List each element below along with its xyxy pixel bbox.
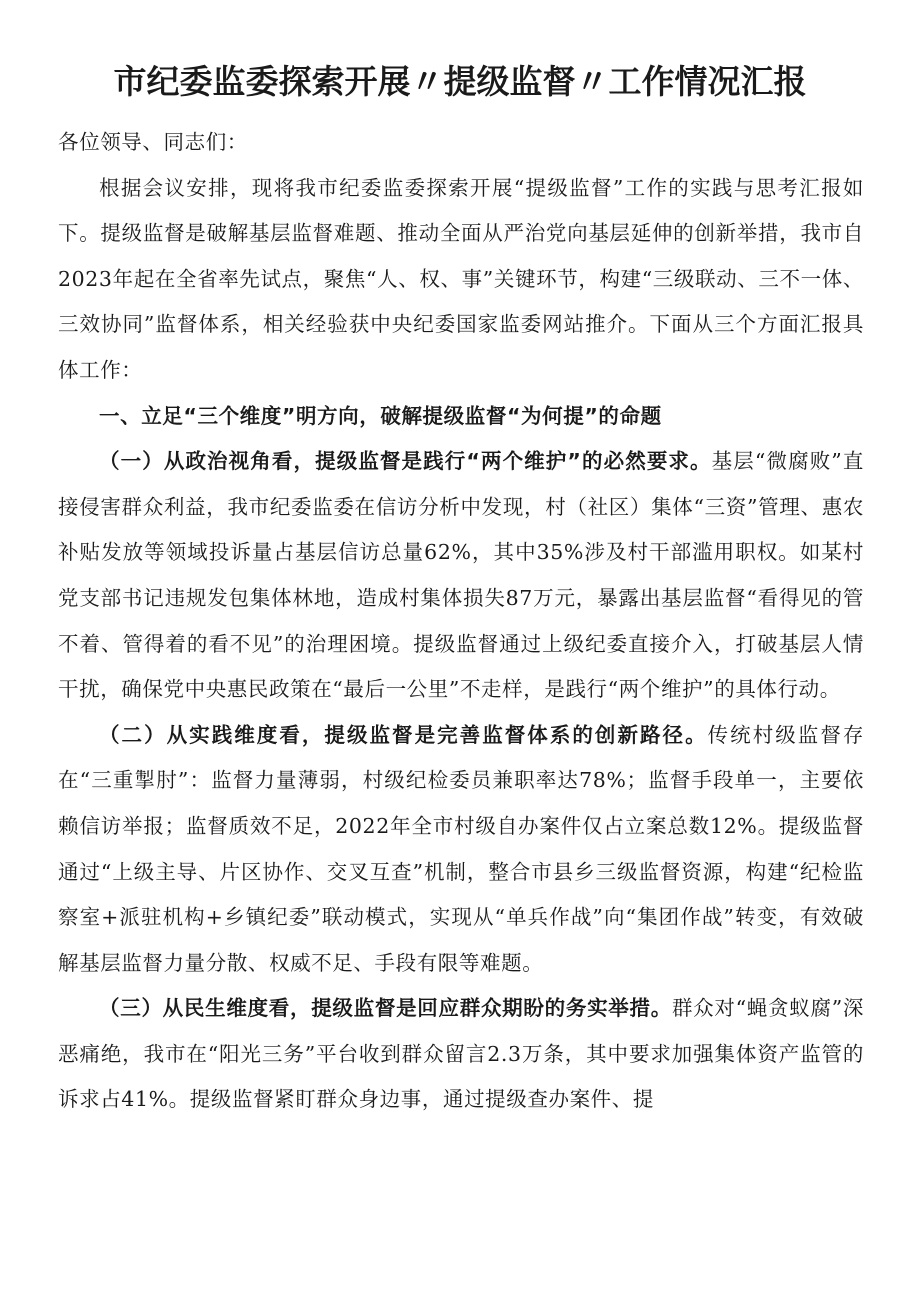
document-title: 市纪委监委探索开展〃提级监督〃工作情况汇报 bbox=[113, 62, 807, 101]
paragraph-3-body: 群众对“蝇贪蚁腐”深恶痛绝，我市在“阳光三务”平台收到群众留言2.3万条，其中要求加强集体资产监管的诉求占41%。提级监督紧盯群众身边事，通过提级查办案件、提 bbox=[58, 996, 864, 1112]
section-heading-1: 一、立足“三个维度”明方向，破解提级监督“为何提”的命题 bbox=[99, 403, 662, 428]
paragraph-1-body: 基层“微腐败”直接侵害群众利益，我市纪委监委在信访分析中发现，村（社区）集体“三资”管理、惠农补贴发放等领域投诉量占基层信访总量62%，其中35%涉及村干部滥用职权。如某村党支部书记违规发包集体林地，造成村集体损失87万元，暴露出基层监督“看得见的管不着、管得着的看不见”的治理困境。提级监督通过上级纪委直接介入，打破基层人情干扰，确保党中央惠民政策在“最后一公里”不走样，是践行“两个维护”的具体行动。 bbox=[58, 449, 864, 702]
paragraph-1-lead: （一）从政治视角看，提级监督是践行“两个维护”的必然要求。 bbox=[99, 449, 712, 474]
paragraph-3-lead: （三）从民生维度看，提级监督是回应群众期盼的务实举措。 bbox=[99, 996, 672, 1021]
salutation: 各位领导、同志们： bbox=[58, 130, 248, 154]
document-body bbox=[58, 120, 864, 1123]
intro-paragraph: 根据会议安排，现将我市纪委监委探索开展“提级监督”工作的实践与思考汇报如下。提级监督是破解基层监督难题、推动全面从严治党向基层延伸的创新举措，我市自2023年起在全省率先试点，聚焦“人、权、事”关键环节，构建“三级联动、三不一体、三效协同”监督体系，相关经验获中央纪委国家监委网站推介。下面从三个方面汇报具体工作： bbox=[58, 175, 864, 382]
paragraph-2-lead: （二）从实践维度看，提级监督是完善监督体系的创新路径。 bbox=[99, 722, 708, 747]
paragraph-1 bbox=[58, 439, 864, 713]
paragraph-2-body: 传统村级监督存在“三重掣肘”：监督力量薄弱，村级纪检委员兼职率达78%；监督手段单一，主要依赖信访举报；监督质效不足，2022年全市村级自办案件仅占立案总数12%。提级监督通过“上级主导、片区协作、交叉互查”机制，整合市县乡三级监督资源，构建“纪检监察室+派驻机构+乡镇纪委”联动模式，实现从“单兵作战”向“集团作战”转变，有效破解基层监督力量分散、权威不足、手段有限等难题。 bbox=[58, 722, 864, 975]
paragraph-3 bbox=[58, 986, 864, 1123]
paragraph-2 bbox=[58, 713, 864, 987]
